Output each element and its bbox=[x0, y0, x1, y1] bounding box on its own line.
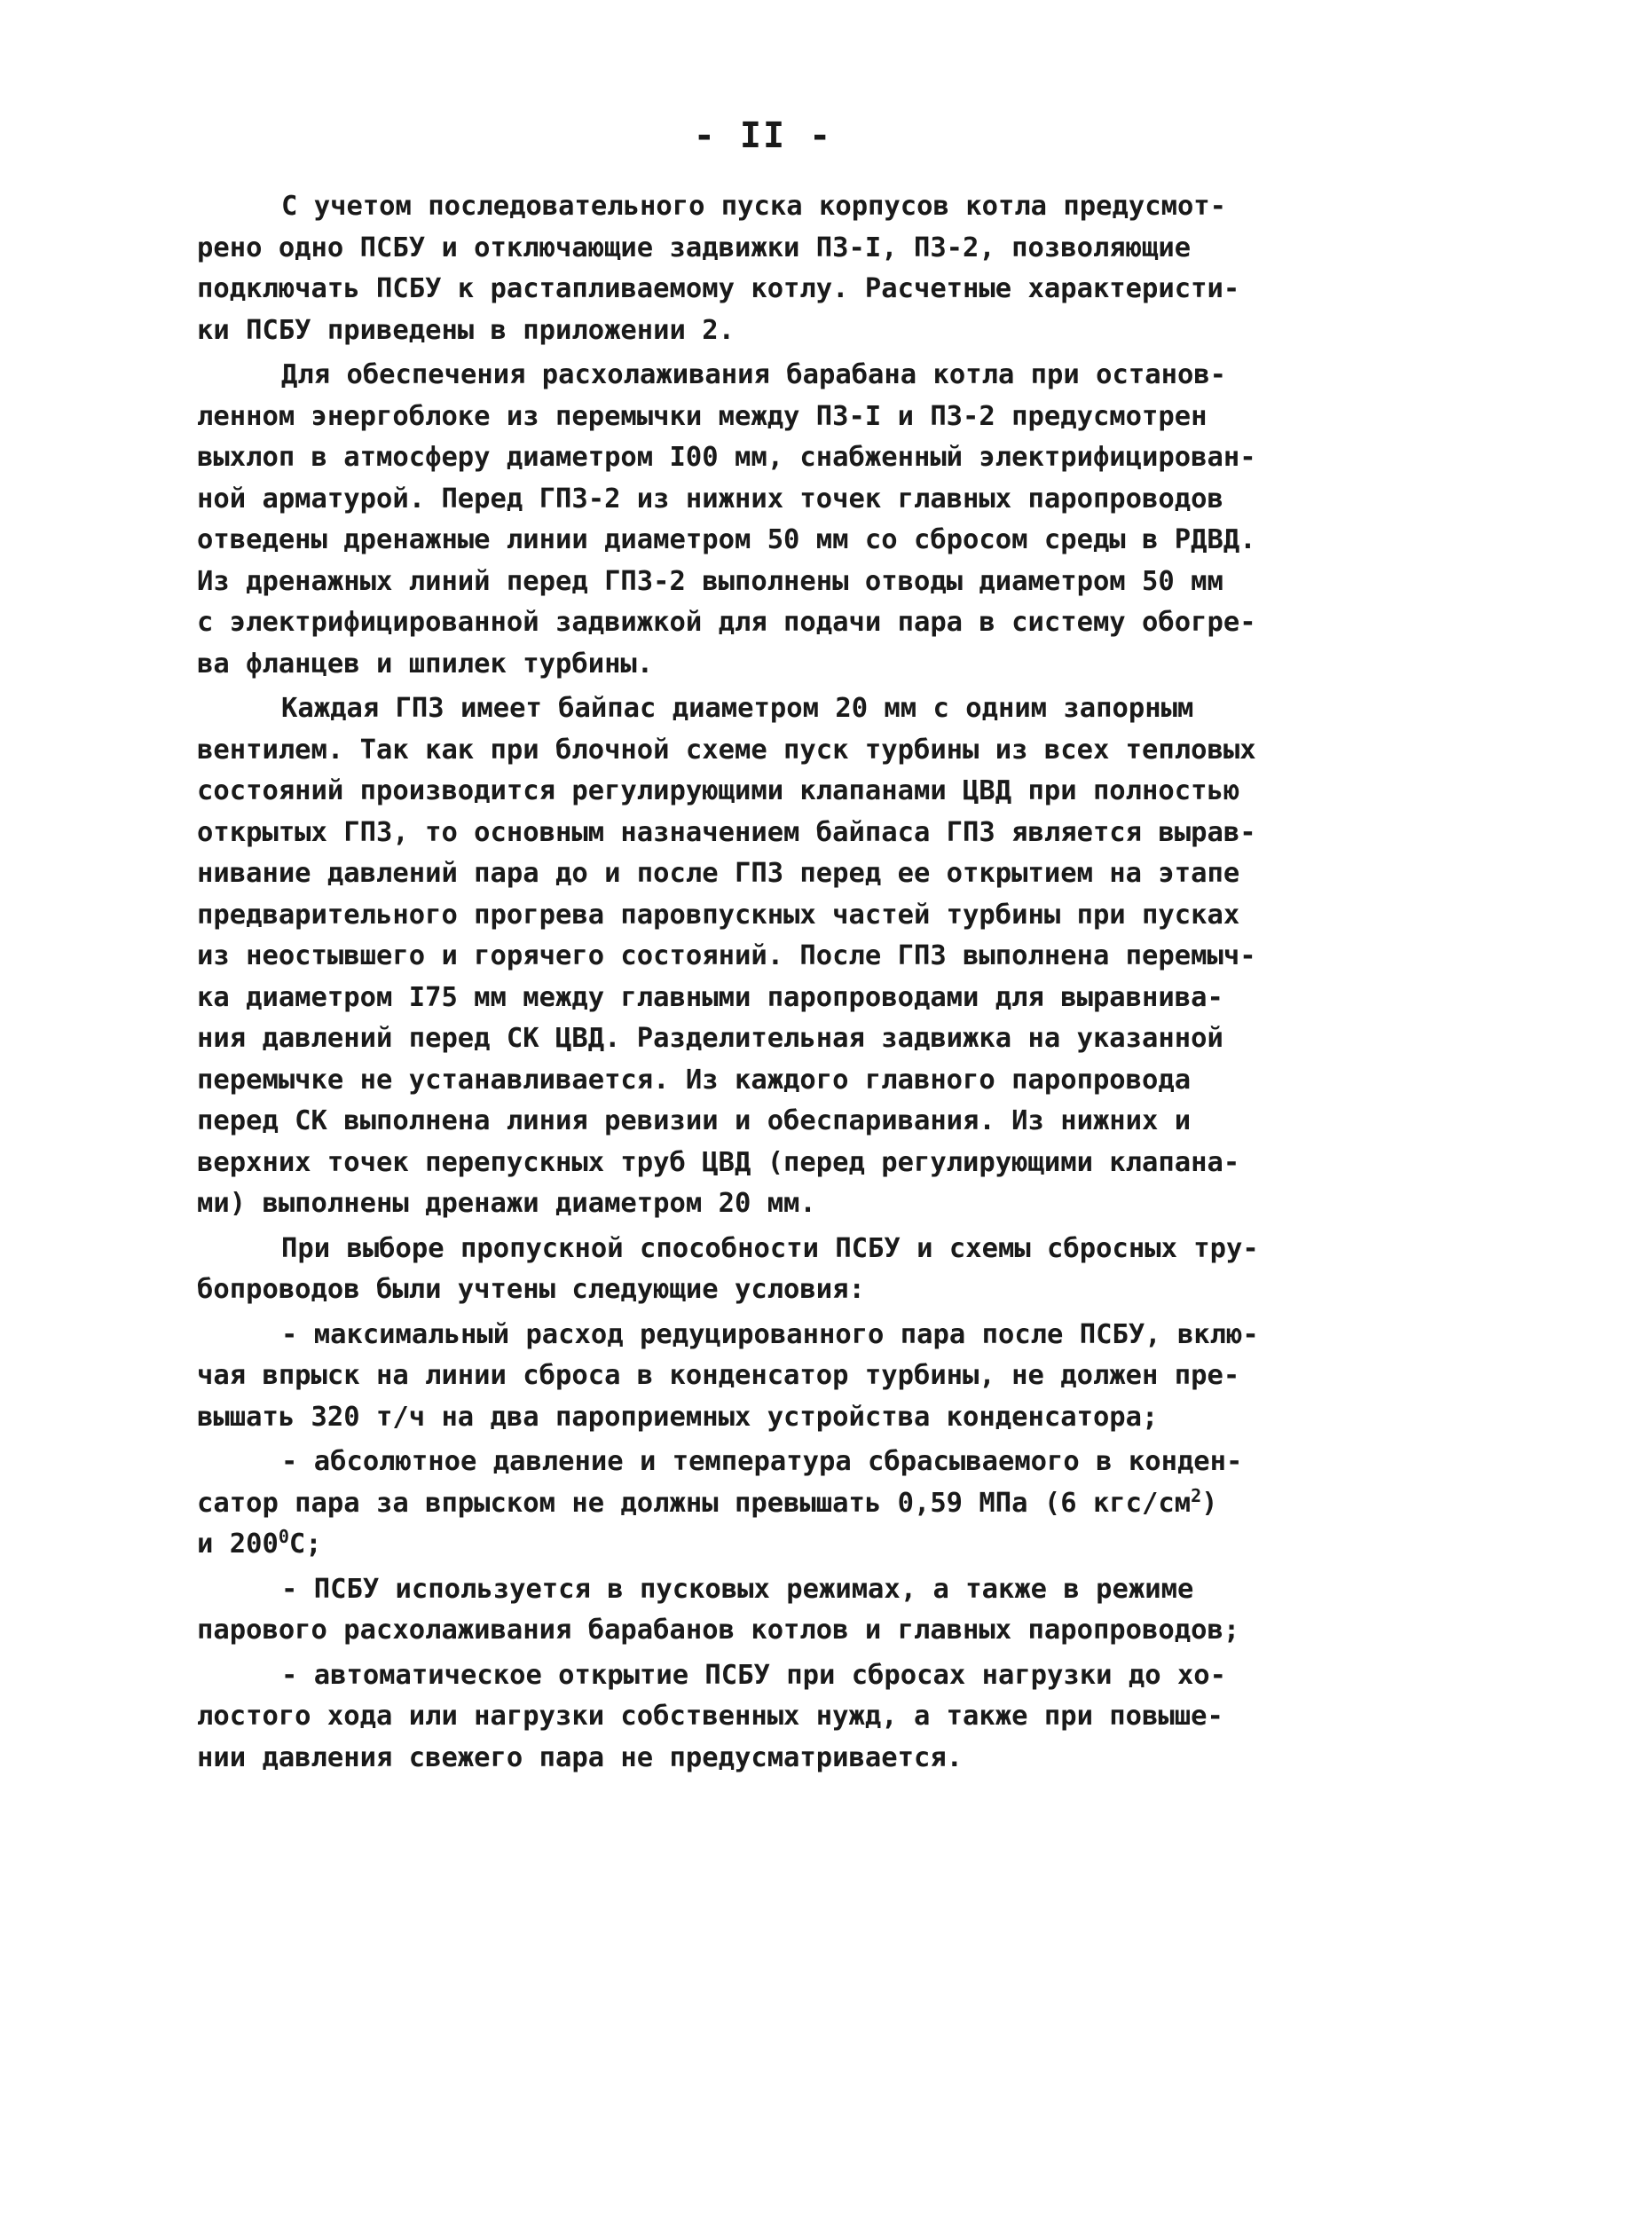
text-line bbox=[197, 186, 1306, 228]
superscript: 2 bbox=[1191, 1484, 1202, 1506]
text-line bbox=[197, 1442, 1306, 1483]
text-line bbox=[197, 813, 1306, 854]
line-text: из неостывшего и горячего состояний. После ГПЗ выполнена перемыч- bbox=[197, 940, 1256, 971]
text-line bbox=[197, 1610, 1306, 1652]
page-number: - II - bbox=[693, 115, 833, 156]
text-line bbox=[197, 397, 1306, 438]
line-text-after: ) bbox=[1201, 1487, 1218, 1519]
line-text: перемычке не устанавливается. Из каждого главного паропровода bbox=[197, 1064, 1192, 1096]
line-text: бопроводов были учтены следующие условия: bbox=[197, 1274, 865, 1305]
text-line bbox=[197, 269, 1306, 310]
text-line bbox=[197, 1060, 1306, 1102]
line-text: ной арматурой. Перед ГПЗ-2 из нижних точек главных паропроводов bbox=[197, 483, 1223, 515]
line-text: чая впрыск на линии сброса в конденсатор турбины, не должен пре- bbox=[197, 1360, 1240, 1391]
text-line bbox=[197, 562, 1306, 603]
line-text: подключать ПСБУ к растапливаемому котлу. Расчетные характеристи- bbox=[197, 273, 1240, 304]
line-text: - максимальный расход редуцированного пара после ПСБУ, вклю- bbox=[281, 1318, 1259, 1350]
line-text: - абсолютное давление и температура сбрасываемого в конден- bbox=[281, 1446, 1243, 1477]
text-line bbox=[197, 1569, 1306, 1611]
text-line bbox=[197, 730, 1306, 772]
line-text: и 200 bbox=[197, 1529, 279, 1560]
text-line bbox=[197, 978, 1306, 1019]
text-line bbox=[197, 1143, 1306, 1184]
text-line bbox=[197, 895, 1306, 937]
line-text: вышать 320 т/ч на два пароприемных устройства конденсатора; bbox=[197, 1401, 1159, 1433]
superscript: 0 bbox=[278, 1525, 289, 1547]
line-text: предварительного прогрева паровпускных частей турбины при пусках bbox=[197, 899, 1240, 931]
text-line bbox=[197, 1101, 1306, 1143]
line-text: нии давления свежего пара не предусматривается. bbox=[197, 1741, 964, 1773]
text-line bbox=[197, 771, 1306, 813]
line-text: ка диаметром I75 мм между главными паропроводами для выравнива- bbox=[197, 981, 1223, 1013]
line-text: С учетом последовательного пуска корпусов котла предусмот- bbox=[281, 191, 1227, 222]
line-text: ленном энергоблоке из перемычки между ПЗ-I и ПЗ-2 предусмотрен bbox=[197, 400, 1208, 432]
body-text bbox=[197, 186, 1306, 1779]
text-line bbox=[197, 1696, 1306, 1738]
line-text: - ПСБУ используется в пусковых режимах, а также в режиме bbox=[281, 1573, 1194, 1605]
line-text: Для обеспечения расхолаживания барабана котла при останов- bbox=[281, 359, 1227, 390]
line-text: открытых ГПЗ, то основным назначением байпаса ГПЗ является вырав- bbox=[197, 816, 1256, 848]
text-line bbox=[197, 1018, 1306, 1060]
text-line bbox=[197, 1183, 1306, 1225]
text-line bbox=[197, 1397, 1306, 1439]
line-text: состояний производится регулирующими клапанами ЦВД при полностью bbox=[197, 775, 1240, 806]
text-line bbox=[197, 355, 1306, 397]
text-line bbox=[197, 479, 1306, 521]
line-text: ми) выполнены дренажи диаметром 20 мм. bbox=[197, 1188, 816, 1219]
line-text: рено одно ПСБУ и отключающие задвижки ПЗ-I, ПЗ-2, позволяющие bbox=[197, 232, 1192, 263]
text-line bbox=[197, 853, 1306, 895]
line-text: При выборе пропускной способности ПСБУ и схемы сбросных тру- bbox=[281, 1232, 1259, 1264]
text-line bbox=[197, 1655, 1306, 1697]
text-line bbox=[197, 1229, 1306, 1270]
text-line bbox=[197, 310, 1306, 352]
line-text: - автоматическое открытие ПСБУ при сбросах нагрузки до хо- bbox=[281, 1659, 1227, 1691]
text-line bbox=[197, 1315, 1306, 1356]
line-text: Каждая ГПЗ имеет байпас диаметром 20 мм с одним запорным bbox=[281, 693, 1194, 724]
line-text: сатор пара за впрыском не должны превышать 0,59 МПа (6 кгс/см bbox=[197, 1487, 1192, 1519]
text-line bbox=[197, 228, 1306, 270]
line-text: выхлоп в атмосферу диаметром I00 мм, снабженный электрифицирован- bbox=[197, 442, 1256, 473]
text-line bbox=[197, 644, 1306, 686]
text-line bbox=[197, 1524, 1306, 1566]
line-text: отведены дренажные линии диаметром 50 мм со сбросом среды в РДВД. bbox=[197, 524, 1256, 555]
text-line bbox=[197, 936, 1306, 978]
text-line bbox=[197, 602, 1306, 644]
line-text: перед СК выполнена линия ревизии и обеспаривания. Из нижних и bbox=[197, 1105, 1192, 1136]
line-text: верхних точек перепускных труб ЦВД (перед регулирующими клапана- bbox=[197, 1146, 1240, 1178]
line-text: вентилем. Так как при блочной схеме пуск турбины из всех тепловых bbox=[197, 734, 1256, 766]
text-line bbox=[197, 688, 1306, 730]
text-line bbox=[197, 1356, 1306, 1397]
line-text: ки ПСБУ приведены в приложении 2. bbox=[197, 314, 735, 346]
line-text: парового расхолаживания барабанов котлов и главных паропроводов; bbox=[197, 1615, 1240, 1646]
line-text: Из дренажных линий перед ГПЗ-2 выполнены отводы диаметром 50 мм bbox=[197, 565, 1223, 597]
line-text: с электрифицированной задвижкой для подачи пара в систему обогре- bbox=[197, 607, 1256, 638]
line-text: лостого хода или нагрузки собственных нужд, а также при повыше- bbox=[197, 1701, 1223, 1732]
line-text: ния давлений перед СК ЦВД. Разделительная задвижка на указанной bbox=[197, 1023, 1223, 1054]
text-line bbox=[197, 520, 1306, 562]
text-line bbox=[197, 1483, 1306, 1525]
line-text: нивание давлений пара до и после ГПЗ перед ее открытием на этапе bbox=[197, 858, 1240, 889]
line-text: ва фланцев и шпилек турбины. bbox=[197, 648, 654, 680]
text-line bbox=[197, 437, 1306, 479]
line-text-after: С; bbox=[288, 1529, 322, 1560]
text-line bbox=[197, 1738, 1306, 1780]
text-line bbox=[197, 1269, 1306, 1311]
